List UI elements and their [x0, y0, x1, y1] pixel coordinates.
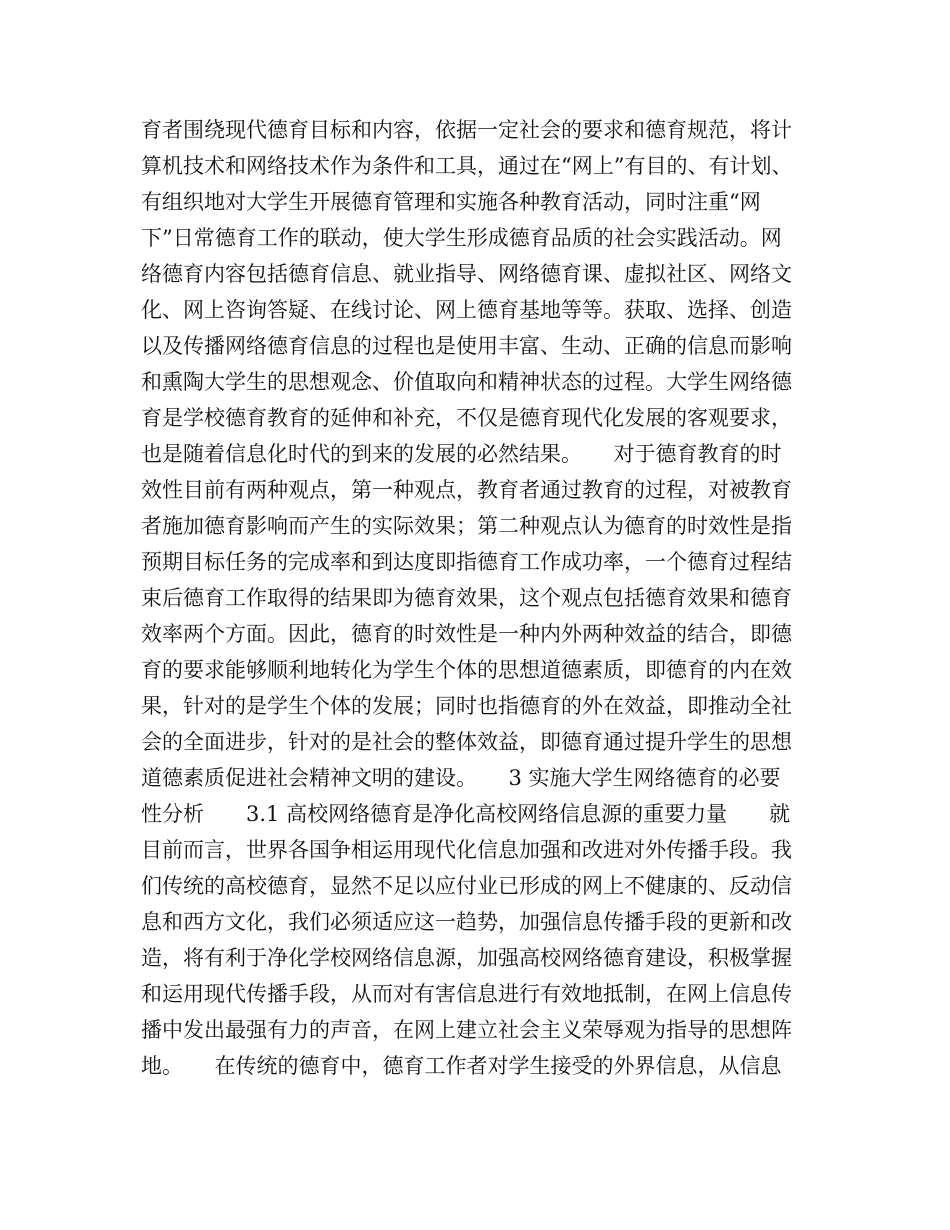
- body-text: [141, 112, 821, 1084]
- text-line: 和熏陶大学生的思想观念、价值取向和精神状态的过程。大学生网络德: [141, 370, 792, 394]
- text-line: 育是学校德育教育的延伸和补充，不仅是德育现代化发展的客观要求，: [141, 406, 792, 430]
- text-line: 效性目前有两种观点，第一种观点，教育者通过教育的过程，对被教育: [141, 478, 792, 502]
- text-line: 播中发出最强有力的声音，在网上建立社会主义荣辱观为指导的思想阵: [141, 1018, 792, 1042]
- text-line: 算机技术和网络技术作为条件和工具，通过在“网上”有目的、有计划、: [141, 154, 793, 178]
- text-line: 果，针对的是学生个体的发展；同时也指德育的外在效益，即推动全社: [141, 694, 792, 718]
- text-line: 预期目标任务的完成率和到达度即指德育工作成功率，一个德育过程结: [141, 550, 792, 574]
- text-line: 目前而言，世界各国争相运用现代化信息加强和改进对外传播手段。我: [141, 838, 792, 862]
- text-line: 束后德育工作取得的结果即为德育效果，这个观点包括德育效果和德育: [141, 586, 792, 610]
- text-line: 和运用现代传播手段，从而对有害信息进行有效地抵制，在网上信息传: [141, 982, 792, 1006]
- text-line: 造，将有利于净化学校网络信息源，加强高校网络德育建设，积极掌握: [141, 946, 792, 970]
- text-line: 性分析 3.1 高校网络德育是净化高校网络信息源的重要力量 就: [141, 802, 791, 826]
- text-line: 络德育内容包括德育信息、就业指导、网络德育课、虚拟社区、网络文: [141, 262, 792, 286]
- text-line: 会的全面进步，针对的是社会的整体效益，即德育通过提升学生的思想: [141, 730, 792, 754]
- text-line: 们传统的高校德育，显然不足以应付业已形成的网上不健康的、反动信: [141, 874, 792, 898]
- text-line: 育者围绕现代德育目标和内容，依据一定社会的要求和德育规范，将计: [141, 118, 792, 142]
- text-line: 化、网上咨询答疑、在线讨论、网上德育基地等等。获取、选择、创造: [141, 298, 792, 322]
- text-line: 育的要求能够顺利地转化为学生个体的思想道德素质，即德育的内在效: [141, 658, 792, 682]
- text-line: 息和西方文化，我们必须适应这一趋势，加强信息传播手段的更新和改: [141, 910, 792, 934]
- text-line: 效率两个方面。因此，德育的时效性是一种内外两种效益的结合，即德: [141, 622, 792, 646]
- text-line: 者施加德育影响而产生的实际效果；第二种观点认为德育的时效性是指: [141, 514, 792, 538]
- text-line: 下”日常德育工作的联动，使大学生形成德育品质的社会实践活动。网: [141, 226, 782, 250]
- text-line: 也是随着信息化时代的到来的发展的必然结果。 对于德育教育的时: [141, 442, 782, 466]
- text-line: 地。 在传统的德育中，德育工作者对学生接受的外界信息，从信息: [141, 1054, 782, 1078]
- text-line: 道德素质促进社会精神文明的建设。 3 实施大学生网络德育的必要: [141, 766, 781, 790]
- text-line: 以及传播网络德育信息的过程也是使用丰富、生动、正确的信息而影响: [141, 334, 792, 358]
- text-line: 有组织地对大学生开展德育管理和实施各种教育活动，同时注重“网: [141, 190, 761, 214]
